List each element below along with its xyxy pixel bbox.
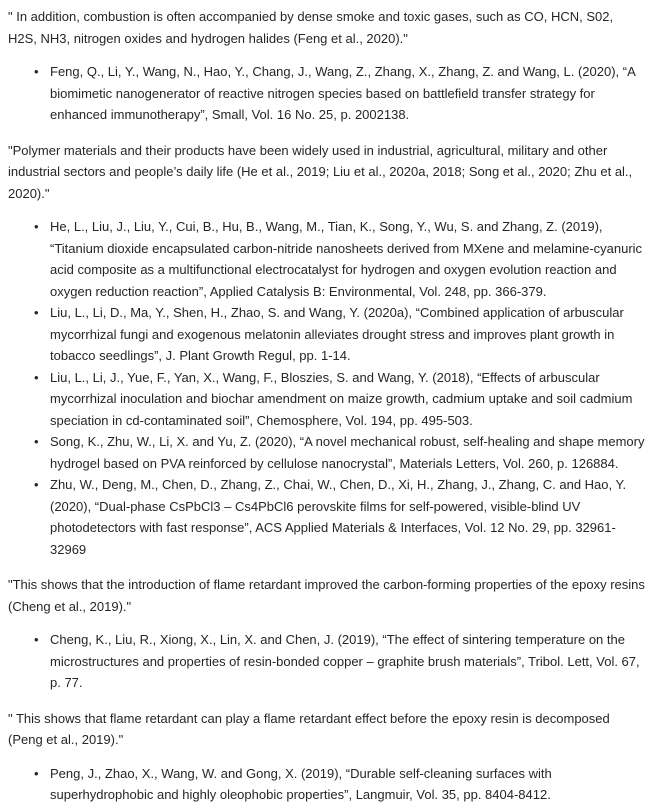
- reference-text: Liu, L., Li, D., Ma, Y., Shen, H., Zhao, S. and Wang, Y. (2020a), “Combined application of arbuscular mycorrhizal fungi and exogenous melatonin alleviates drought stress and improves plant growth in tobacco seedlings”, J. Plant Growth Regul, pp. 1-14.: [50, 305, 624, 363]
- reference-item: [34, 216, 645, 302]
- reference-list: [8, 216, 645, 560]
- reference-text: Zhu, W., Deng, M., Chen, D., Zhang, Z., Chai, W., Chen, D., Xi, H., Zhang, J., Zhang, C. and Hao, Y. (2020), “Dual-phase CsPbCl3 – Cs4PbCl6 perovskite films for self-powered, visible-blind UV photodetectors with fast response”, ACS Applied Materials & Interfaces, Vol. 12 No. 29, pp. 32961-32969: [50, 477, 627, 557]
- reference-list: [8, 629, 645, 694]
- bullet-icon: •: [34, 305, 39, 320]
- reference-text: Cheng, K., Liu, R., Xiong, X., Lin, X. and Chen, J. (2019), “The effect of sintering temperature on the microstructures and properties of resin-bonded copper – graphite brush materials”, Tribol. Lett, Vol. 67, p. 77.: [50, 632, 640, 690]
- reference-item: [34, 629, 645, 694]
- quote-paragraph: "Polymer materials and their products have been widely used in industrial, agricultural, military and other industrial sectors and people’s daily life (He et al., 2019; Liu et al., 2020a, 2018; Song et al., 2020; Zhu et al., 2020).": [8, 142, 633, 201]
- reference-text: Peng, J., Zhao, X., Wang, W. and Gong, X. (2019), “Durable self-cleaning surfaces with superhydrophobic and highly oleophobic properties”, Langmuir, Vol. 35, pp. 8404-8412.: [50, 765, 552, 802]
- reference-list: [8, 763, 645, 806]
- reference-item: [34, 302, 645, 367]
- bullet-icon: •: [34, 64, 39, 79]
- quote-paragraph: "This shows that the introduction of flame retardant improved the carbon-forming properties of the epoxy resins (Cheng et al., 2019).": [8, 577, 645, 614]
- reference-item: [34, 61, 645, 126]
- bullet-icon: •: [34, 434, 39, 449]
- reference-text: Song, K., Zhu, W., Li, X. and Yu, Z. (2020), “A novel mechanical robust, self-healing and shape memory hydrogel based on PVA reinforced by cellulose nanocrystal”, Materials Letters, Vol. 260, p. 126884.: [50, 434, 645, 471]
- quote-paragraph: " This shows that flame retardant can play a flame retardant effect before the epoxy resin is decomposed (Peng et al., 2019).": [8, 710, 610, 747]
- quote-paragraph: " In addition, combustion is often accompanied by dense smoke and toxic gases, such as CO, HCN, S02, H2S, NH3, nitrogen oxides and hydrogen halides (Feng et al., 2020).": [8, 9, 614, 46]
- bullet-icon: •: [34, 477, 39, 492]
- bullet-icon: •: [34, 369, 39, 385]
- reference-text: He, L., Liu, J., Liu, Y., Cui, B., Hu, B., Wang, M., Tian, K., Song, Y., Wu, S. and Zhang, Z. (2019), “Titanium dioxide encapsulated carbon-nitride nanosheets derived from MXene and melamine-cyanuric acid composite as a multifunctional electrocatalyst for hydrogen and oxygen evolution reaction and oxygen reduction reaction”, Applied Catalysis B: Environmental, Vol. 248, pp. 366-379.: [50, 219, 643, 299]
- reference-list: [8, 61, 645, 126]
- bullet-icon: •: [34, 632, 39, 647]
- reference-item: [34, 367, 645, 432]
- reference-text: Liu, L., Li, J., Yue, F., Yan, X., Wang, F., Bloszies, S. and Wang, Y. (2018), “Effects of arbuscular mycorrhizal inoculation and biochar amendment on maize growth, cadmium uptake and soil cadmium speciation in cd-contaminated soil”, Chemosphere, Vol. 194, pp. 495-503.: [50, 369, 633, 428]
- reference-item: [34, 474, 645, 560]
- reference-item: [34, 431, 645, 474]
- reference-text: Feng, Q., Li, Y., Wang, N., Hao, Y., Chang, J., Wang, Z., Zhang, X., Zhang, Z. and Wang, L. (2020), “A biomimetic nanogenerator of reactive nitrogen species based on battlefield transfer strategy for enhanced immunotherapy”, Small, Vol. 16 No. 25, p. 2002138.: [50, 64, 636, 122]
- bullet-icon: •: [34, 765, 39, 781]
- reference-item: [34, 763, 645, 806]
- bullet-icon: •: [34, 219, 39, 234]
